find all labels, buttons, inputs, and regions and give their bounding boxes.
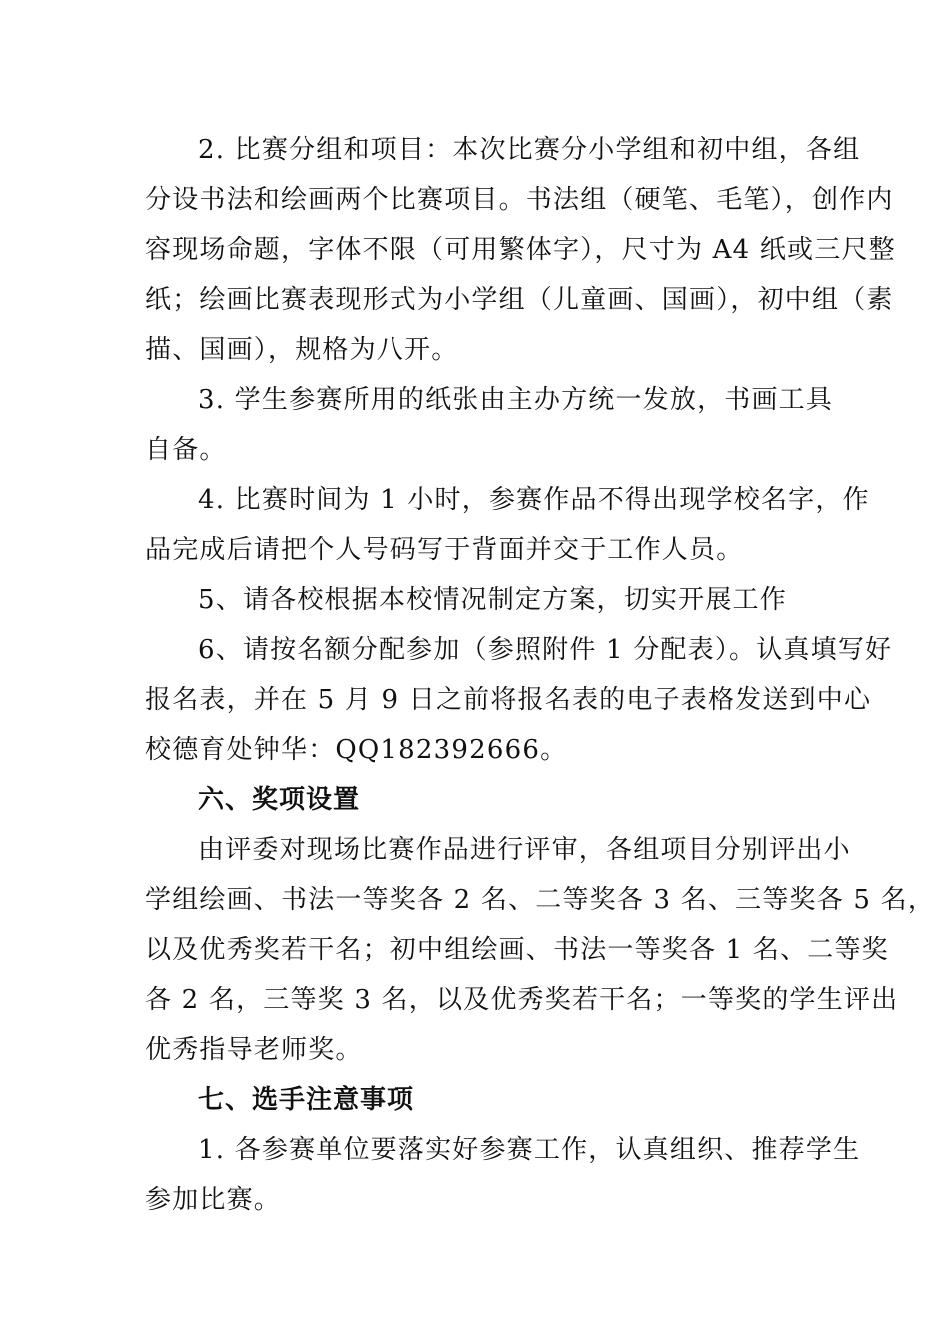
- awards-line-2: 学组绘画、书法一等奖各 2 名、二等奖各 3 名、三等奖各 5 名，: [145, 885, 936, 915]
- item-5-line-1: 5、请各校根据本校情况制定方案，切实开展工作: [198, 585, 787, 615]
- awards-line-4: 各 2 名，三等奖 3 名，以及优秀奖若干名；一等奖的学生评出: [145, 985, 899, 1015]
- item-6-line-1: 6、请按名额分配参加（参照附件 1 分配表）。认真填写好: [198, 635, 893, 665]
- section-6-heading: 六、奖项设置: [198, 785, 361, 815]
- item-2-line-1: 2. 比赛分组和项目：本次比赛分小学组和初中组，各组: [198, 135, 861, 165]
- notice-item-1-line-1: 1. 各参赛单位要落实好参赛工作，认真组织、推荐学生: [198, 1135, 861, 1165]
- notice-item-1-line-2: 参加比赛。: [145, 1185, 282, 1215]
- awards-line-5: 优秀指导老师奖。: [145, 1035, 363, 1065]
- awards-line-1: 由评委对现场比赛作品进行评审，各组项目分别评出小: [198, 835, 851, 865]
- item-2-line-5: 描、国画），规格为八开。: [145, 335, 459, 365]
- item-4-line-2: 品完成后请把个人号码写于背面并交于工作人员。: [145, 535, 744, 565]
- item-6-line-2: 报名表，并在 5 月 9 日之前将报名表的电子表格发送到中心: [145, 685, 872, 715]
- item-3-line-2: 自备。: [145, 435, 227, 465]
- item-2-line-3: 容现场命题，字体不限（可用繁体字），尺寸为 A4 纸或三尺整: [145, 235, 896, 265]
- item-3-line-1: 3. 学生参赛所用的纸张由主办方统一发放，书画工具: [198, 385, 834, 415]
- awards-line-3: 以及优秀奖若干名；初中组绘画、书法一等奖各 1 名、二等奖: [145, 935, 889, 965]
- item-2-line-2: 分设书法和绘画两个比赛项目。书法组（硬笔、毛笔），创作内: [145, 185, 894, 215]
- item-2-line-4: 纸；绘画比赛表现形式为小学组（儿童画、国画），初中组（素: [145, 285, 894, 315]
- item-4-line-1: 4. 比赛时间为 1 小时，参赛作品不得出现学校名字，作: [198, 485, 870, 515]
- section-7-heading: 七、选手注意事项: [198, 1085, 415, 1115]
- item-6-line-3: 校德育处钟华：QQ182392666。: [145, 735, 568, 765]
